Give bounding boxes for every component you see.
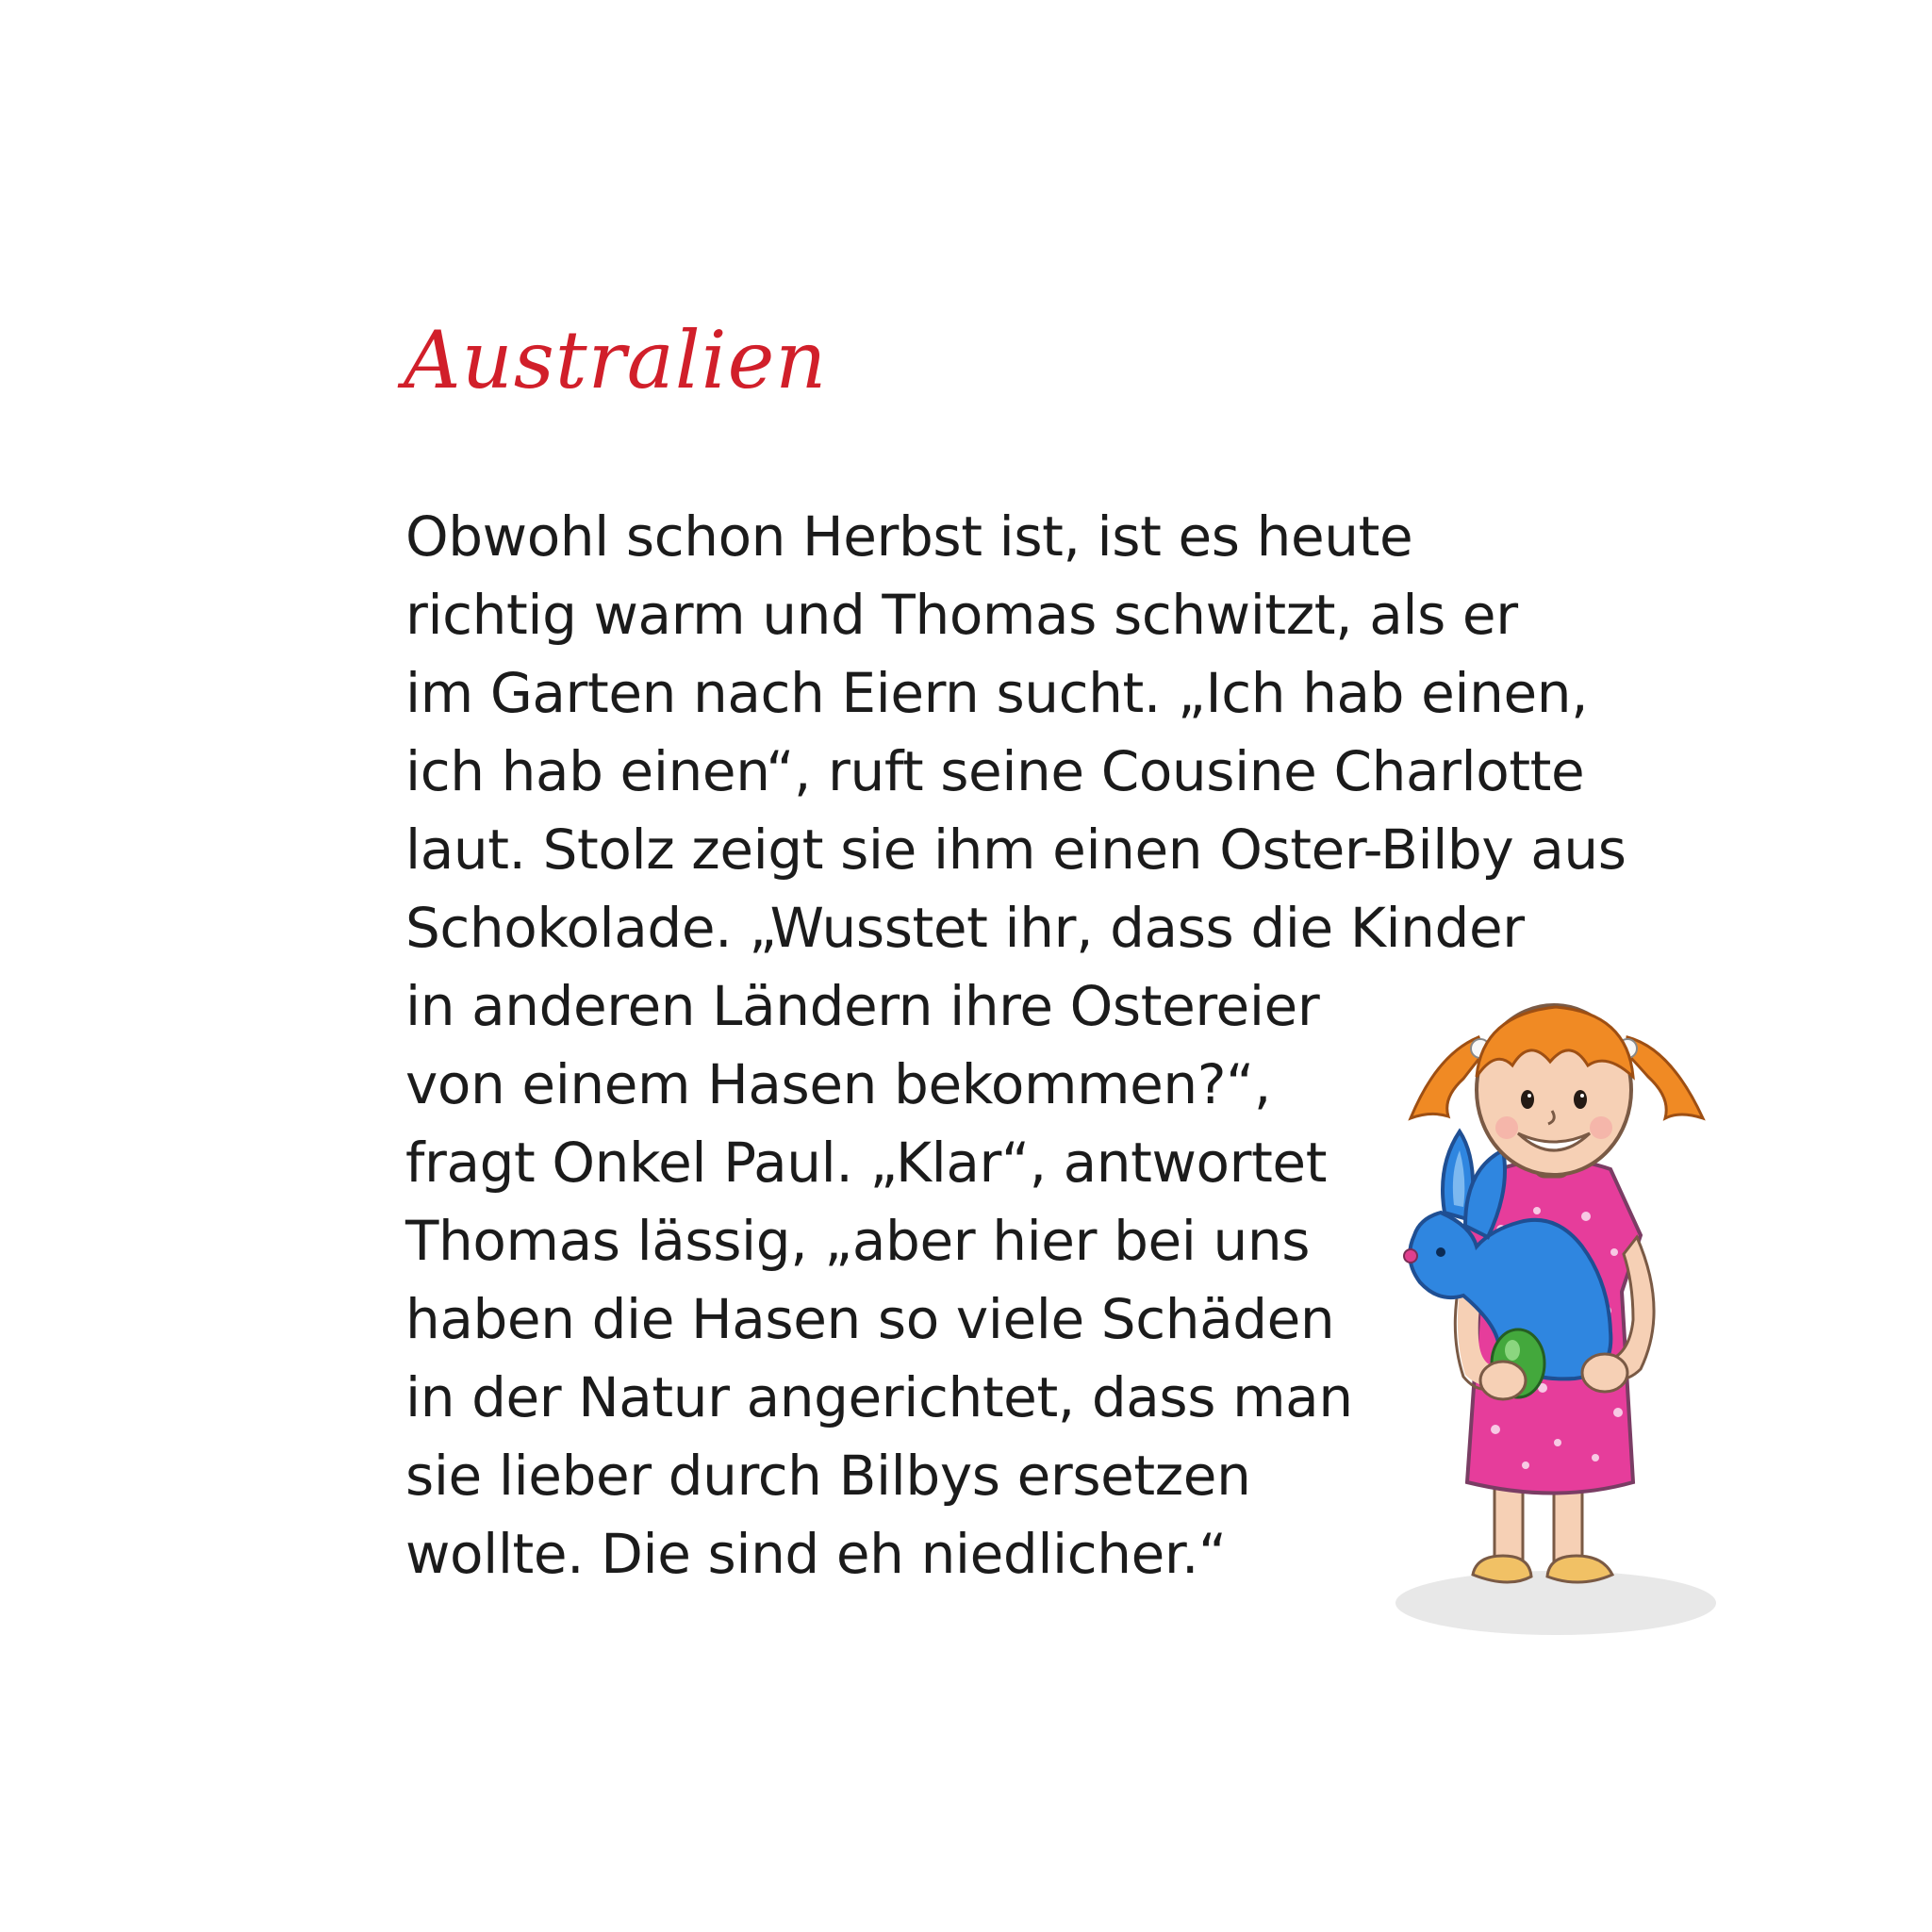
story-line: in anderen Ländern ihre Ostereier [405,974,1320,1038]
story-line: im Garten nach Eiern sucht. „Ich hab einen, [405,661,1589,725]
story-line: Schokolade. „Wusstet ihr, dass die Kinder [405,896,1525,960]
story-line: sie lieber durch Bilbys ersetzen [405,1444,1251,1508]
story-line: haben die Hasen so viele Schäden [405,1287,1335,1351]
story-line: Obwohl schon Herbst ist, ist es heute [405,504,1413,569]
story-line: ich hab einen“, ruft seine Cousine Charlotte [405,739,1585,803]
girl-with-bilby-illustration [1358,999,1754,1641]
story-line: wollte. Die sind eh niedlicher.“ [405,1522,1227,1586]
girl-holding-blue-bilby-icon [1358,999,1754,1641]
story-line: richtig warm und Thomas schwitzt, als er [405,583,1518,647]
story-line: fragt Onkel Paul. „Klar“, antwortet [405,1131,1328,1195]
story-line: von einem Hasen bekommen?“, [405,1052,1271,1116]
story-line: Thomas lässig, „aber hier bei uns [405,1209,1311,1273]
story-line: laut. Stolz zeigt sie ihm einen Oster-Bilby aus [405,817,1627,882]
page-title: Australien [404,314,828,406]
story-line: in der Natur angerichtet, dass man [405,1365,1353,1429]
